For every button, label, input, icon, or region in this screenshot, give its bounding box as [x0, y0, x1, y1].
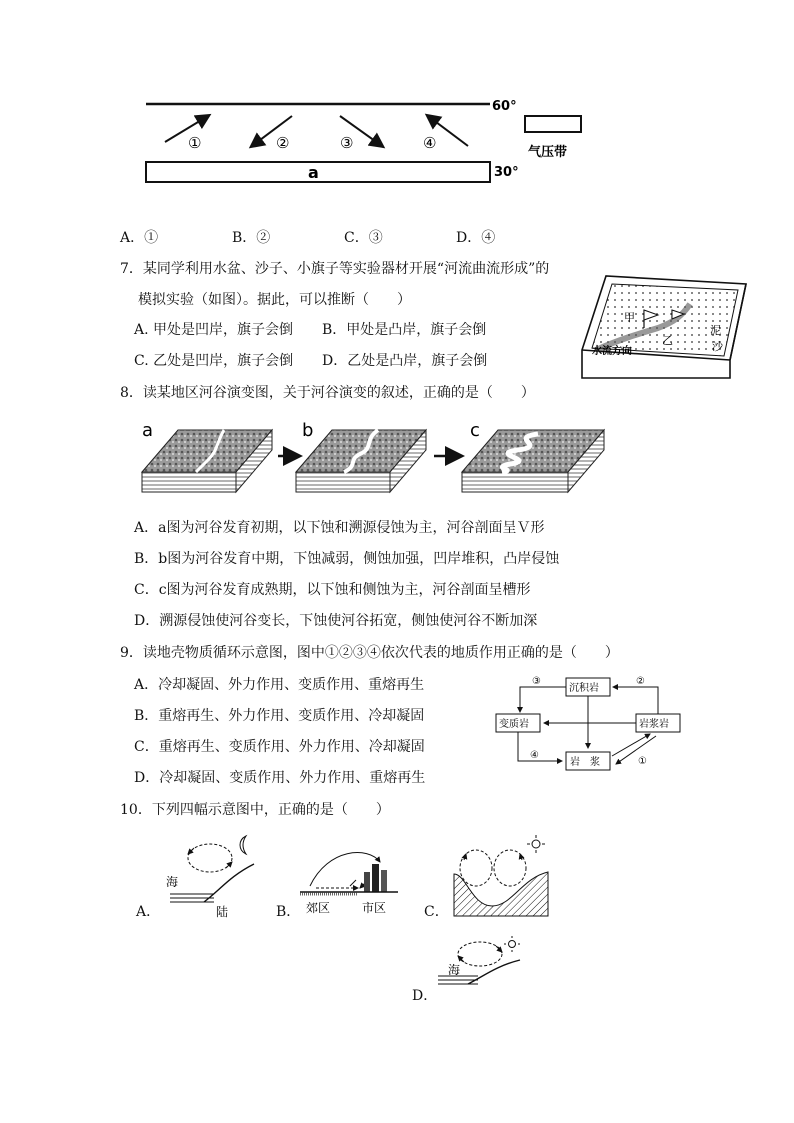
q7-option-d: D．乙处是凸岸，旗子会倒: [322, 353, 488, 369]
node-metamorphic-label: 变质岩: [499, 719, 529, 730]
q8-option-c: C．c图为河谷发育成熟期，以下蚀和侧蚀为主，河谷剖面呈槽形: [134, 582, 531, 598]
flag-yi-label: 乙: [662, 334, 673, 347]
q9-option-d: D．冷却凝固、变质作用、外力作用、重熔再生: [134, 770, 426, 786]
q10-stem: 10．下列四幅示意图中，正确的是（ ）: [120, 802, 390, 818]
panel-b-label: b: [302, 420, 314, 441]
flag-jia-label: 甲: [624, 311, 635, 324]
q8-stem: 8．读某地区河谷演变图，关于河谷演变的叙述，正确的是（ ）: [120, 385, 535, 401]
q10-label-c: C．: [424, 904, 449, 920]
q7-stem-2: 模拟实验（如图）。据此，可以推断（ ）: [138, 292, 411, 308]
q9-option-c: C．重熔再生、变质作用、外力作用、冷却凝固: [134, 739, 425, 755]
process-2-label: ②: [636, 676, 645, 687]
lat-60: 60°: [492, 99, 517, 114]
pressure-belt-figure: [140, 90, 600, 190]
q6-option-b: B．②: [232, 230, 271, 246]
arrow-label-3: ③: [340, 134, 354, 152]
panel-a-block: [142, 430, 272, 492]
flow-direction-label: 水流方向: [592, 346, 632, 357]
belt-label: a: [308, 163, 319, 182]
panel-c-label: c: [470, 420, 480, 441]
q9-stem: 9．读地壳物质循环示意图，图中①②③④依次代表的地质作用正确的是（ ）: [120, 645, 619, 661]
q8-option-a: A．a图为河谷发育初期，以下蚀和溯源侵蚀为主，河谷剖面呈Ｖ形: [134, 520, 545, 536]
rock-cycle-figure: [490, 672, 690, 782]
q10-figure-d: [434, 932, 522, 1000]
basin-experiment-figure: [578, 270, 750, 382]
q8-option-b: B．b图为河谷发育中期，下蚀减弱，侧蚀加强，凹岸堆积，凸岸侵蚀: [134, 551, 560, 567]
process-3-label: ③: [532, 676, 541, 687]
q6-option-c: C．③: [344, 230, 383, 246]
q8-option-d: D．溯源侵蚀使河谷变长，下蚀使河谷拓宽，侧蚀使河谷不断加深: [134, 613, 538, 629]
q10-label-b: B．: [276, 904, 301, 920]
legend-box: [525, 116, 581, 132]
panel-c-block: [462, 430, 604, 492]
q10-figure-c: [452, 834, 550, 918]
arrow-1: [165, 116, 208, 142]
node-sedimentary-label: 沉积岩: [569, 683, 599, 694]
panel-b-block: [296, 430, 426, 492]
fig-a-land: 陆: [216, 905, 229, 918]
panel-a-label: a: [142, 420, 154, 441]
q6-option-a: A．①: [120, 230, 159, 246]
q10-figure-a: [164, 832, 260, 918]
q7-option-c: C. 乙处是凹岸，旗子会倒: [134, 353, 294, 369]
lat-30: 30°: [494, 165, 519, 180]
fig-b-suburb: 郊区: [306, 901, 331, 915]
q6-option-d: D．④: [456, 230, 496, 246]
fig-d-sea: 海: [448, 963, 461, 977]
q7-option-a: A. 甲处是凹岸，旗子会倒: [134, 322, 294, 338]
q9-option-a: A．冷却凝固、外力作用、变质作用、重熔再生: [134, 677, 425, 693]
q9-option-b: B．重熔再生、外力作用、变质作用、冷却凝固: [134, 708, 425, 724]
mud-label-1: 泥: [710, 324, 721, 337]
process-4-label: ④: [530, 750, 539, 761]
q10-label-d: D．: [412, 988, 438, 1004]
river-valley-evolution-figure: [138, 420, 618, 502]
q10-label-a: A．: [136, 904, 161, 920]
q7-stem-1: 7．某同学利用水盆、沙子、小旗子等实验器材开展“河流曲流形成”的: [120, 261, 550, 277]
fig-a-sea: 海: [166, 875, 179, 889]
q10-figure-b: [298, 842, 406, 918]
arrow-label-4: ④: [423, 134, 437, 152]
q7-option-b: B．甲处是凸岸，旗子会倒: [322, 322, 487, 338]
arrow-label-1: ①: [188, 134, 202, 152]
process-1-label: ①: [638, 756, 647, 767]
node-magma-label: 岩 浆: [570, 757, 600, 768]
mud-label-2: 沙: [712, 340, 723, 353]
node-igneous-label: 岩浆岩: [639, 719, 669, 730]
legend-label: 气压带: [528, 145, 568, 160]
arrow-label-2: ②: [276, 134, 290, 152]
fig-b-city: 市区: [362, 901, 387, 915]
